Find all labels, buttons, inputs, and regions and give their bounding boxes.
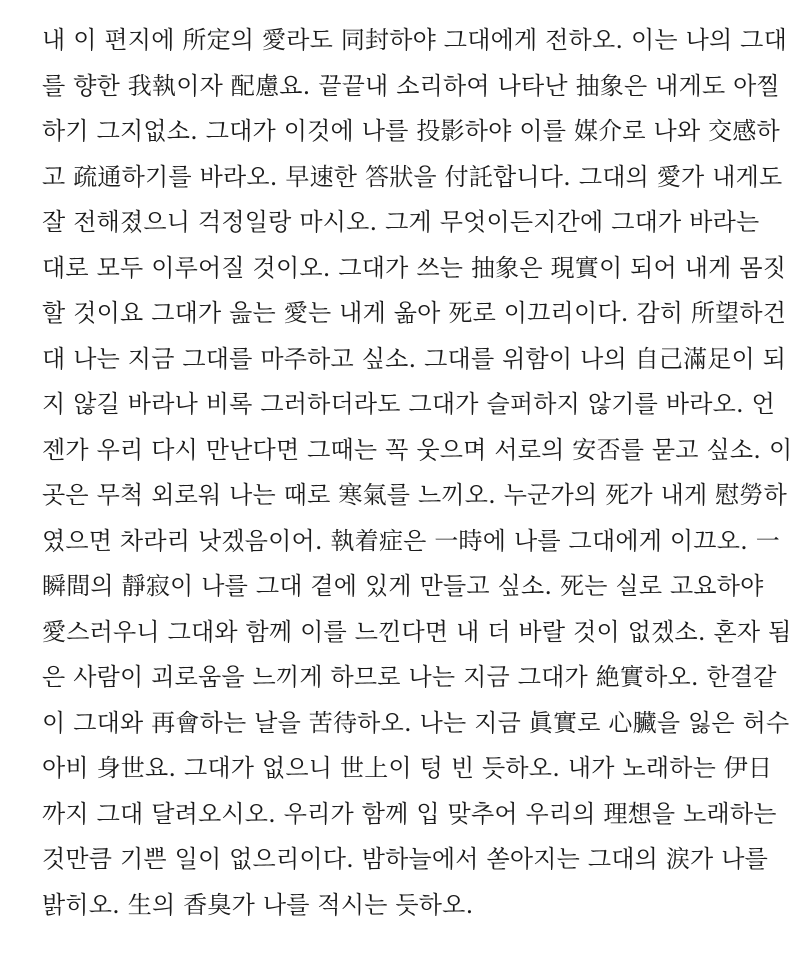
text-line: 밝히오. 生의 香臭가 나를 적시는 듯하오. [42,890,474,919]
text-line: 할 것이요 그대가 읊는 愛는 내게 옮아 死로 이끄리이다. 감히 所望하건 [42,299,787,327]
letter-body [42,18,793,928]
text-line: 내 이 편지에 所定의 愛라도 同封하야 그대에게 전하오. 이는 나의 그대 [42,26,787,54]
text-line: 대로 모두 이루어질 것이오. 그대가 쓰는 抽象은 現實이 되어 내게 몸짓 [42,253,787,282]
text-line: 대 나는 지금 그대를 마주하고 싶소. 그대를 위함이 나의 自己滿足이 되 [42,344,787,373]
text-line: 곳은 무척 외로워 나는 때로 寒氣를 느끼오. 누군가의 死가 내게 慰勞하 [42,481,787,509]
text-line: 것만큼 기쁜 일이 없으리이다. 밤하늘에서 쏟아지는 그대의 涙가 나를 [42,845,769,873]
text-line: 젠가 우리 다시 만난다면 그때는 꼭 웃으며 서로의 安否를 묻고 싶소. 이 [42,435,793,464]
text-line: 愛스러우니 그대와 함께 이를 느낀다면 내 더 바랄 것이 없겠소. 혼자 됨 [42,617,792,646]
text-line: 하기 그지없소. 그대가 이것에 나를 投影하야 이를 媒介로 나와 交感하 [42,117,780,145]
text-line: 잘 전해졌으니 걱정일랑 마시오. 그게 무엇이든지간에 그대가 바라는 [42,208,760,236]
text-line: 지 않길 바라나 비록 그러하더라도 그대가 슬퍼하지 않기를 바라오. 언 [42,390,776,418]
text-line: 까지 그대 달려오시오. 우리가 함께 입 맞추어 우리의 理想을 노래하는 [42,799,777,828]
text-line: 였으면 차라리 낫겠음이어. 執着症은 一時에 나를 그대에게 이끄오. 一 [42,526,780,555]
text-line: 은 사람이 괴로움을 느끼게 하므로 나는 지금 그대가 絶實하오. 한결같 [42,663,777,691]
text-line: 를 향한 我執이자 配慮요. 끝끝내 소리하여 나타난 抽象은 내게도 아찔 [42,71,780,100]
text-line: 이 그대와 再會하는 날을 苦待하오. 나는 지금 眞實로 心臟을 잃은 허수 [42,708,790,737]
text-line: 고 疏通하기를 바라오. 早速한 答狀을 付託합니다. 그대의 愛가 내게도 [42,162,783,191]
text-line: 아비 身世요. 그대가 없으니 世上이 텅 빈 듯하오. 내가 노래하는 伊日 [42,754,773,782]
text-line: 瞬間의 靜寂이 나를 그대 곁에 있게 만들고 싶소. 死는 실로 고요하야 [42,572,764,600]
